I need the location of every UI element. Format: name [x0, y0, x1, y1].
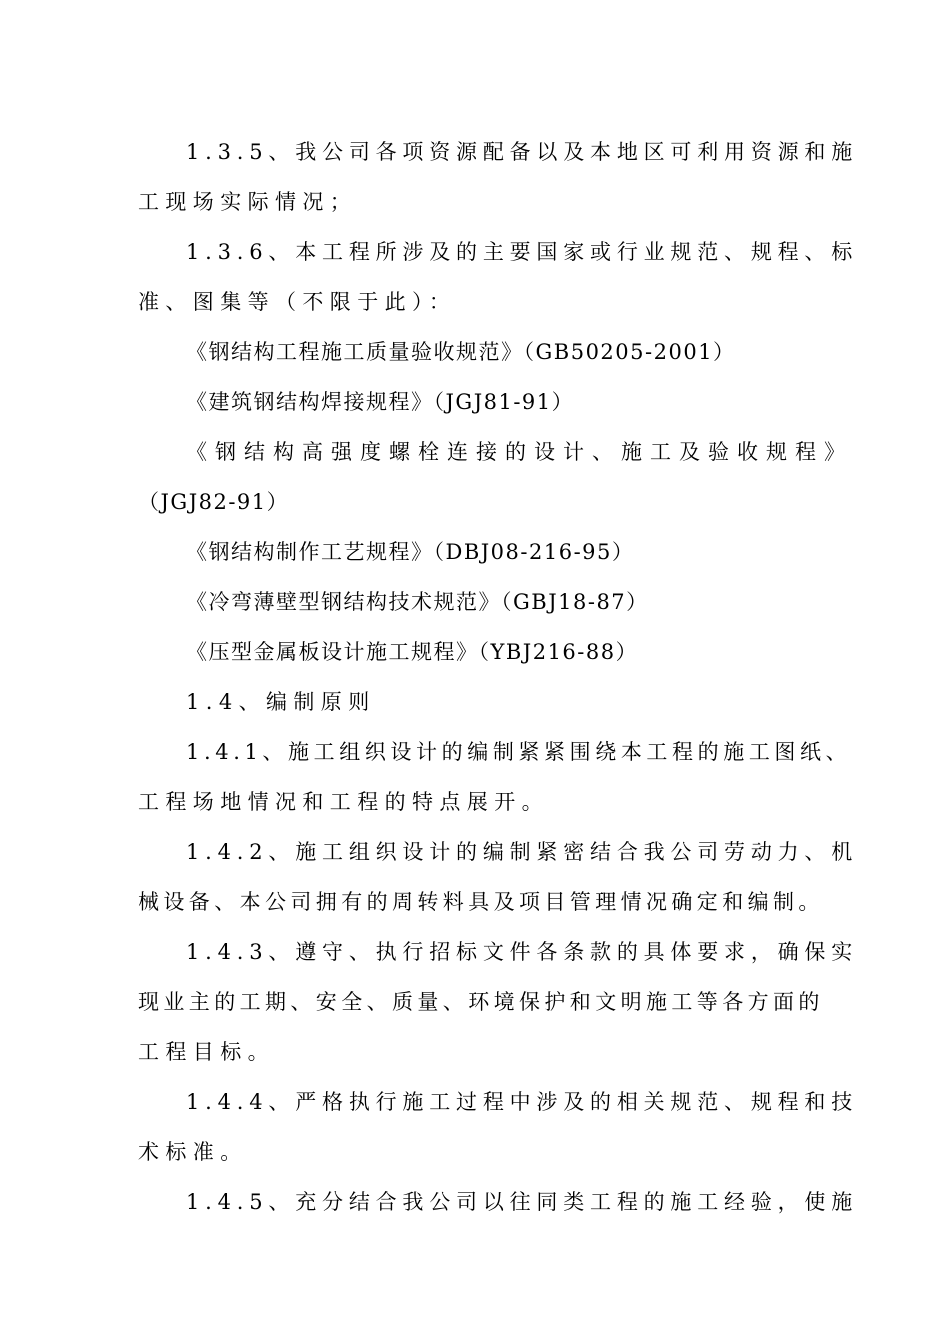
text-line: 1.4.1、施工组织设计的编制紧紧围绕本工程的施工图纸、	[186, 740, 852, 764]
text-line: 1.4.2、施工组织设计的编制紧密结合我公司劳动力、机	[186, 840, 859, 864]
text-line: 械设备、本公司拥有的周转料具及项目管理情况确定和编制。	[138, 890, 824, 914]
text-line: 1.4.5、充分结合我公司以往同类工程的施工经验，使施	[186, 1190, 859, 1214]
text-line: 工程场地情况和工程的特点展开。	[138, 790, 549, 814]
text-line: 1.4.4、严格执行施工过程中涉及的相关规范、规程和技	[186, 1090, 859, 1114]
text-line: 术标准。	[138, 1140, 248, 1164]
text-line: 1.4.3、遵守、执行招标文件各条款的具体要求，确保实	[186, 940, 859, 964]
text-line: 《建筑钢结构焊接规程》（JGJ81-91）	[186, 390, 575, 414]
text-line: 1.3.6、本工程所涉及的主要国家或行业规范、规程、标	[186, 240, 859, 264]
text-line: 1.3.5、我公司各项资源配备以及本地区可利用资源和施	[186, 140, 859, 164]
section-heading: 1.4、编制原则	[186, 690, 376, 714]
text-line: 工现场实际情况；	[138, 190, 358, 214]
text-line: 现业主的工期、安全、质量、环境保护和文明施工等各方面的	[138, 990, 824, 1014]
text-line: 《压型金属板设计施工规程》（YBJ216-88）	[186, 640, 639, 664]
text-line: 《钢结构工程施工质量验收规范》（GB50205-2001）	[186, 340, 736, 364]
text-line: 工程目标。	[138, 1040, 275, 1064]
text-line: 《钢结构高强度螺栓连接的设计、施工及验收规程》	[186, 440, 853, 464]
text-line: 准、图集等（不限于此）：	[138, 290, 457, 314]
text-line: （JGJ82-91）	[138, 490, 290, 514]
text-line: 《冷弯薄壁型钢结构技术规范》（GBJ18-87）	[186, 590, 649, 614]
text-line: 《钢结构制作工艺规程》（DBJ08-216-95）	[186, 540, 635, 564]
